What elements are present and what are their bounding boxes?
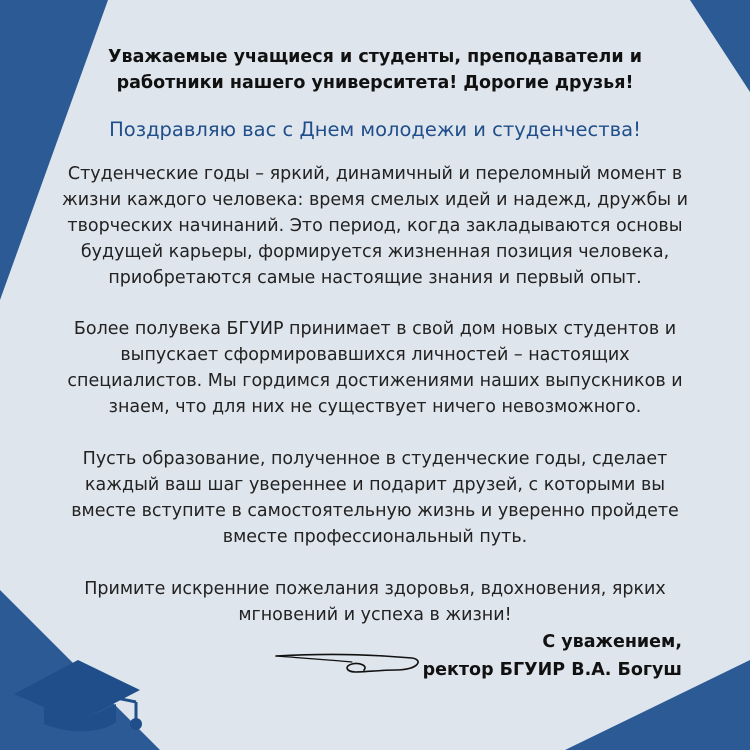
paragraph-line: выпускает сформировавшихся личностей – настоящих <box>120 345 630 365</box>
signoff-line: С уважением, <box>542 632 682 652</box>
paragraph-line: каждый ваш шаг увереннее и подарит друзей, с которыми вы <box>84 475 666 495</box>
paragraph-line: мгновений и успеха в жизни! <box>238 605 512 625</box>
paragraph-line: вместе вступите в самостоятельную жизнь и уверенно пройдете <box>71 501 679 521</box>
headline: Поздравляю вас с Днем молодежи и студенчества! <box>109 118 641 141</box>
graduation-cap-icon <box>8 650 178 740</box>
paragraph-line: Примите искренние пожелания здоровья, вдохновения, ярких <box>84 579 666 599</box>
signature <box>272 642 442 682</box>
paragraph-2 <box>40 316 710 420</box>
paragraph-3 <box>40 446 710 550</box>
paragraph-line: Студенческие годы – яркий, динамичный и переломный момент в <box>67 164 683 184</box>
greeting-line: работники нашего университета! Дорогие друзья! <box>116 73 634 93</box>
paragraph-line: вместе профессиональный путь. <box>222 527 528 547</box>
greeting-line: Уважаемые учащиеся и студенты, преподаватели и <box>108 47 642 67</box>
paragraph-line: будущей карьеры, формируется жизненная позиция человека, <box>80 242 670 262</box>
signoff-line: ректор БГУИР В.А. Богуш <box>422 660 682 680</box>
greeting <box>60 44 690 96</box>
paragraph-line: Пусть образование, полученное в студенческие годы, сделает <box>82 449 668 469</box>
paragraph-line: творческих начинаний. Это период, когда закладываются основы <box>67 216 683 236</box>
paragraph-4 <box>40 576 710 628</box>
paragraph-line: знаем, что для них не существует ничего невозможного. <box>108 397 642 417</box>
paragraph-line: приобретаются самые настоящие знания и первый опыт. <box>108 268 642 288</box>
paragraph-1 <box>40 161 710 291</box>
paragraph-line: жизни каждого человека: время смелых идей и надежд, дружбы и <box>62 190 688 210</box>
paragraph-line: Более полувека БГУИР принимает в свой дом новых студентов и <box>73 319 677 339</box>
paragraph-line: специалистов. Мы гордимся достижениями наших выпускников и <box>67 371 683 391</box>
